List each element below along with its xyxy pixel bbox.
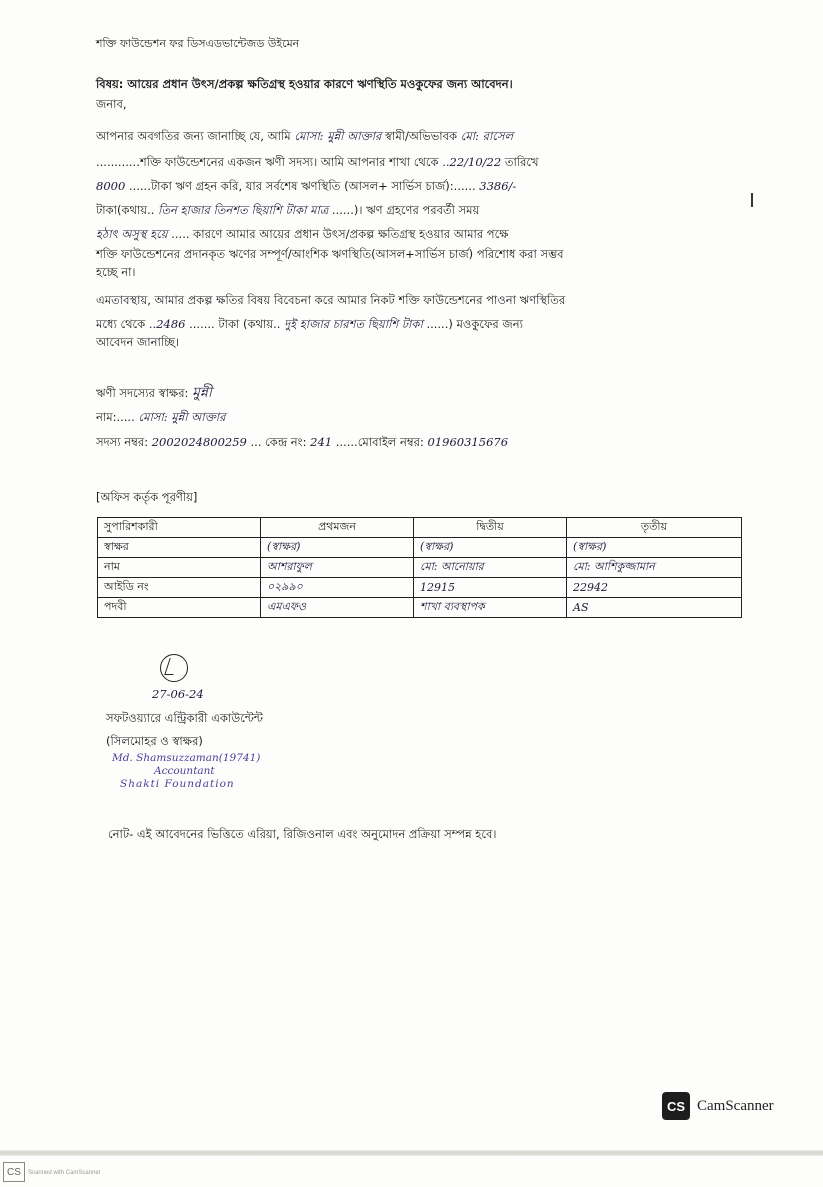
balance-in-words-handwritten: তিন হাজার তিনশত ছিয়াশি টাকা মাত্র bbox=[158, 203, 329, 217]
table-cell: শাখা ব্যবস্থাপক bbox=[414, 598, 567, 618]
row-label: নাম bbox=[98, 558, 261, 578]
scanned-with-label: Scanned with CamScanner bbox=[28, 1170, 101, 1176]
office-use-heading: [অফিস কর্তৃক পূরণীয়] bbox=[96, 490, 198, 504]
para2-line2 bbox=[96, 316, 523, 332]
table-header-row bbox=[98, 518, 742, 538]
approval-table bbox=[97, 517, 742, 618]
guardian-label: স্বামী/অভিভাবক bbox=[385, 129, 458, 143]
margin-mark bbox=[751, 193, 753, 207]
name-label: নাম:..... bbox=[96, 410, 135, 424]
para1-line7: হচ্ছে না। bbox=[96, 265, 136, 279]
salutation: জনাব, bbox=[96, 97, 127, 111]
accountant-seal-label: (সিলমোহর ও স্বাক্ষর) bbox=[106, 734, 203, 748]
guardian-name-handwritten: মো: রাসেল bbox=[460, 129, 514, 143]
waiver-amount-handwritten: ..2486 bbox=[148, 317, 186, 331]
subject-line: বিষয়: আয়ের প্রধান উৎস/প্রকল্প ক্ষতিগ্রস্থ হওয়ার কারণে ঋণস্থিতি মওকুফের জন্য আবেদন। bbox=[96, 77, 513, 91]
para1-line3 bbox=[96, 178, 516, 194]
table-cell: আশরাফুল bbox=[261, 558, 414, 578]
table-row bbox=[98, 538, 742, 558]
center-number: 241 bbox=[310, 435, 333, 449]
applicant-ids-row bbox=[96, 434, 508, 450]
para2-line3: আবেদন জানাচ্ছি। bbox=[96, 335, 180, 349]
applicant-name-row bbox=[96, 409, 225, 425]
accountant-stamp-title: Accountant bbox=[154, 765, 215, 777]
footer-note: নোট- এই আবেদনের ভিত্তিতে এরিয়া, রিজিওনাল এবং অনুমোদন প্রক্রিয়া সম্পন্ন হবে। bbox=[108, 827, 497, 841]
para1-line2 bbox=[96, 154, 539, 170]
table-cell: 22942 bbox=[567, 578, 742, 598]
mobile-label: ......মোবাইল নম্বর: bbox=[335, 435, 424, 449]
applicant-signature: মুন্নী bbox=[192, 385, 212, 401]
table-cell: এমএফও bbox=[261, 598, 414, 618]
column-header: দ্বিতীয় bbox=[414, 518, 567, 538]
para1-line4 bbox=[96, 202, 479, 218]
loan-balance-handwritten: 3386/- bbox=[479, 179, 517, 193]
para2-line1: এমতাবস্থায়, আমার প্রকল্প ক্ষতির বিষয় বিবেচনা করে আমার নিকট শক্তি ফাউন্ডেশনের পাওনা ঋণস্থিতির bbox=[96, 293, 566, 307]
member-label: সদস্য নম্বর: bbox=[96, 435, 149, 449]
accountant-signature-mark bbox=[160, 654, 188, 682]
table-cell: মো: আশিকুজ্জামান bbox=[567, 558, 742, 578]
para1-line1 bbox=[96, 128, 513, 144]
accountant-date: 27-06-24 bbox=[152, 687, 204, 701]
table-row bbox=[98, 578, 742, 598]
applicant-name: মোসা: মুন্নী আক্তার bbox=[138, 410, 226, 424]
para1-line6: শক্তি ফাউন্ডেশনের প্রদানকৃত ঋণের সম্পূর্ণ/আংশিক ঋণস্থিতি(আসল+সার্ভিস চার্জ) পরিশোধ করা সম্ভব bbox=[96, 247, 564, 261]
center-label: ... কেন্দ্র নং: bbox=[250, 435, 307, 449]
table-cell: (স্বাক্ষর) bbox=[414, 538, 567, 558]
scan-edge bbox=[0, 1150, 823, 1156]
row-label: আইডি নং bbox=[98, 578, 261, 598]
applicant-name-handwritten: মোসা: মুন্নী আক্তার bbox=[294, 129, 382, 143]
waiver-in-words-handwritten: দুই হাজার চারশত ছিয়াশি টাকা bbox=[284, 317, 423, 331]
para2-text: ....... টাকা (কথায়.. bbox=[189, 317, 281, 331]
applicant-signature-row bbox=[96, 385, 212, 401]
signature-label: ঋণী সদস্যের স্বাক্ষর: bbox=[96, 386, 189, 400]
para2-text: মধ্যে থেকে bbox=[96, 317, 146, 331]
member-number: 2002024800259 bbox=[151, 435, 247, 449]
para1-line5 bbox=[96, 226, 509, 242]
table-cell: AS bbox=[567, 598, 742, 618]
column-header: সুপারিশকারী bbox=[98, 518, 261, 538]
para1-text: ............শক্তি ফাউন্ডেশনের একজন ঋণী সদস্য। আমি আপনার শাখা থেকে bbox=[96, 155, 439, 169]
para1-text: তারিখে bbox=[504, 155, 539, 169]
loan-amount-handwritten: 8000 bbox=[96, 179, 126, 193]
para2-text: ......) মওকুফের জন্য bbox=[426, 317, 523, 331]
accountant-stamp-org: Shakti Foundation bbox=[120, 778, 235, 790]
para1-text: ..... কারণে আমার আয়ের প্রধান উৎস/প্রকল্প ক্ষতিগ্রস্থ হওয়ার আমার পক্ষে bbox=[171, 227, 509, 241]
camscanner-small-logo-icon: CS bbox=[3, 1162, 25, 1182]
reason-handwritten: হঠাৎ অসুস্থ হয়ে bbox=[96, 227, 168, 241]
recipient-line: শক্তি ফাউন্ডেশন ফর ডিসএডভান্টেজড উইমেন bbox=[96, 37, 300, 50]
loan-date-handwritten: ..22/10/22 bbox=[442, 155, 502, 169]
table-cell: (স্বাক্ষর) bbox=[261, 538, 414, 558]
accountant-role: সফটওয়্যারে এন্ট্রিকারী একাউন্টেন্ট bbox=[106, 711, 263, 725]
table-cell: (স্বাক্ষর) bbox=[567, 538, 742, 558]
camscanner-logo-icon: CS bbox=[662, 1092, 690, 1120]
column-header: তৃতীয় bbox=[567, 518, 742, 538]
table-row bbox=[98, 558, 742, 578]
accountant-stamp-name: Md. Shamsuzzaman(19741) bbox=[112, 752, 261, 764]
table-cell: 12915 bbox=[414, 578, 567, 598]
mobile-number: 01960315676 bbox=[427, 435, 509, 449]
row-label: পদবী bbox=[98, 598, 261, 618]
table-row bbox=[98, 598, 742, 618]
para1-text: আপনার অবগতির জন্য জানাচ্ছি যে, আমি bbox=[96, 129, 291, 143]
table-cell: মো: আনোয়ার bbox=[414, 558, 567, 578]
para1-text: ......)। ঋণ গ্রহণের পরবর্তী সময় bbox=[331, 203, 480, 217]
row-label: স্বাক্ষর bbox=[98, 538, 261, 558]
table-cell: ০২৯৯০ bbox=[261, 578, 414, 598]
camscanner-brand: CamScanner bbox=[697, 1098, 774, 1114]
column-header: প্রথমজন bbox=[261, 518, 414, 538]
para1-text: ......টাকা ঋণ গ্রহন করি, যার সর্বশেষ ঋণস্থিতি (আসল+ সার্ভিস চার্জ):...... bbox=[128, 179, 476, 193]
para1-text: টাকা(কথায়.. bbox=[96, 203, 155, 217]
